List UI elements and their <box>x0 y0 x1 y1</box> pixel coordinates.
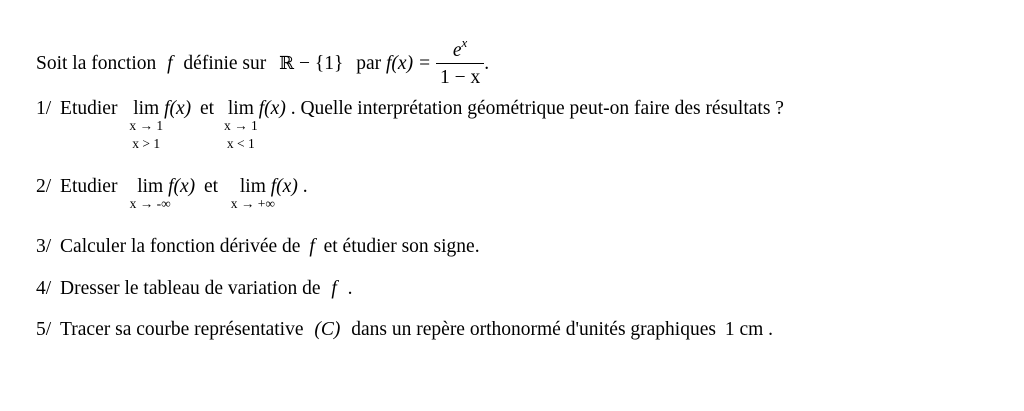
q3-text-2: et étudier son signe. <box>323 236 480 257</box>
q2-lim-a-sub1: x → -∞ <box>129 196 171 211</box>
q2-lim-a-word: lim <box>137 176 164 197</box>
q1-verb: Etudier <box>60 98 118 119</box>
question-1 <box>36 98 784 151</box>
q1-limit-left <box>223 98 258 151</box>
question-3 <box>36 237 480 257</box>
intro-end: . <box>484 52 490 74</box>
q4-function-name: f <box>331 278 337 299</box>
intro-text-2: définie sur <box>183 52 267 74</box>
q1-lim-a-word: lim <box>133 98 160 119</box>
q1-limit-right <box>129 98 164 151</box>
function-expression-label: f(x) = <box>386 52 432 74</box>
q2-lim-b-word: lim <box>239 176 266 197</box>
intro-line <box>36 35 490 91</box>
reals-symbol: ℝ <box>279 52 295 74</box>
domain-exclusion: − {1} <box>299 52 344 74</box>
q2-end: . <box>302 176 308 197</box>
function-fraction <box>436 36 484 89</box>
q5-number: 5/ <box>36 319 52 340</box>
q5-end: . <box>768 319 774 340</box>
q1-lim-b-word: lim <box>227 98 254 119</box>
q5-curve-name: (C) <box>314 319 341 340</box>
fraction-denominator: 1 − x <box>439 67 481 89</box>
q1-lim-a-expr: f(x) <box>164 98 192 119</box>
q1-rest: . Quelle interprétation géométrique peut-on faire des résultats ? <box>290 98 784 119</box>
q2-lim-b-expr: f(x) <box>270 176 298 197</box>
function-name: f <box>167 52 173 74</box>
q5-unit: 1 cm <box>724 319 764 340</box>
q4-end: . <box>347 278 353 299</box>
q1-lim-b-sub1: x → 1 <box>223 118 258 133</box>
question-2 <box>36 176 308 211</box>
q1-lim-b-sub2: x < 1 <box>226 136 255 151</box>
question-5 <box>36 320 773 340</box>
q2-limit-plus-infinity <box>230 176 275 211</box>
numerator-exponent: x <box>461 35 468 50</box>
q2-limit-minus-infinity <box>129 176 171 211</box>
q2-lim-a-expr: f(x) <box>168 176 196 197</box>
q3-function-name: f <box>309 236 315 257</box>
q2-number: 2/ <box>36 176 52 197</box>
intro-text-1: Soit la fonction <box>36 52 157 74</box>
q1-lim-a-sub2: x > 1 <box>132 136 161 151</box>
q4-number: 4/ <box>36 278 52 299</box>
q2-and: et <box>204 176 219 197</box>
q2-lim-b-sub1: x → +∞ <box>230 196 275 211</box>
intro-text-3: par <box>356 52 382 74</box>
q1-and: et <box>200 98 215 119</box>
q5-text-1: Tracer sa courbe représentative <box>60 319 304 340</box>
fraction-numerator <box>436 36 484 64</box>
q2-verb: Etudier <box>60 176 118 197</box>
q1-number: 1/ <box>36 98 52 119</box>
numerator-base: e <box>452 40 462 61</box>
question-4 <box>36 279 353 299</box>
q4-text-1: Dresser le tableau de variation de <box>60 278 321 299</box>
q3-text-1: Calculer la fonction dérivée de <box>60 236 301 257</box>
q1-lim-a-sub1: x → 1 <box>129 118 164 133</box>
q3-number: 3/ <box>36 236 52 257</box>
q5-text-2: dans un repère orthonormé d'unités graphiques <box>351 319 716 340</box>
q1-lim-b-expr: f(x) <box>258 98 286 119</box>
